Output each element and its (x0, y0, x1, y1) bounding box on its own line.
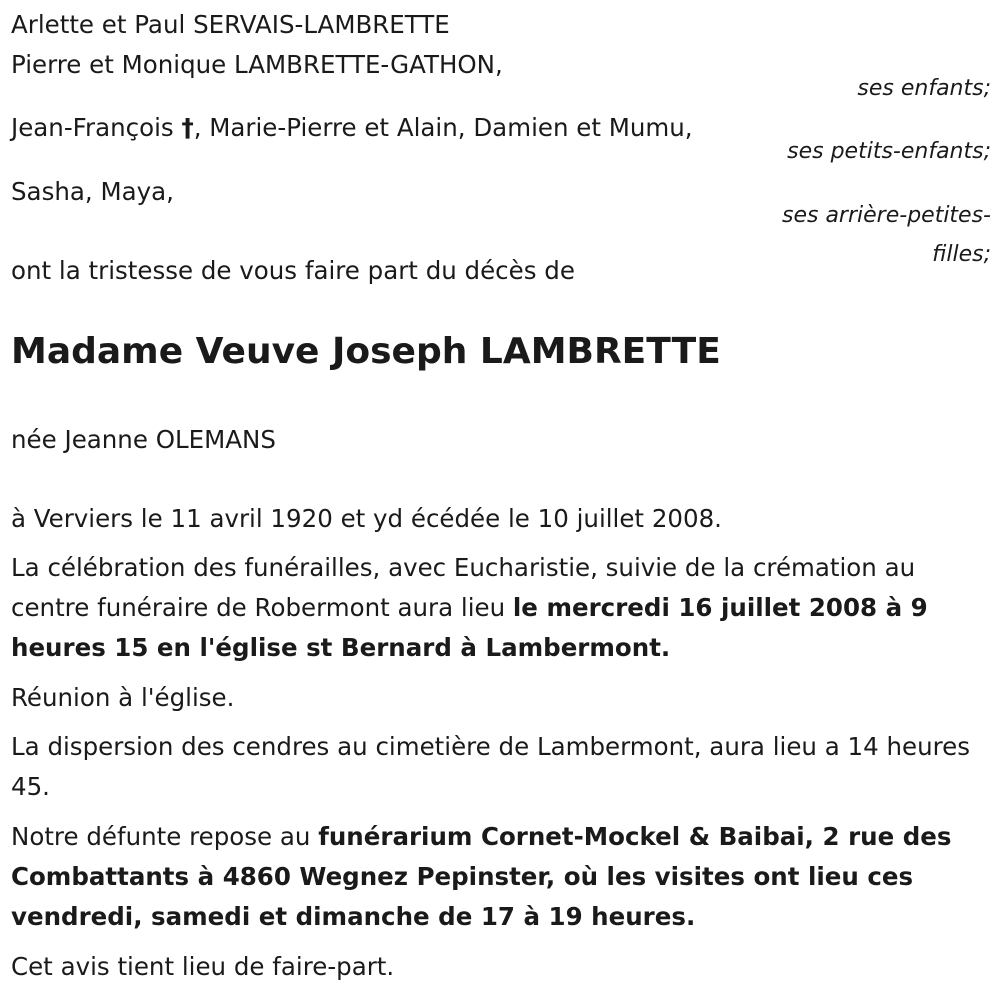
grandchild-name: Jean-François (11, 113, 182, 142)
funerarium-details: funérarium Cornet-Mockel & Baibai, 2 rue des Combattants à 4860 Wegnez Pepinster, où les visites ont lieu ces vendredi, samedi et dimanche de 17 à 19 heures. (11, 822, 952, 931)
dates-text: à Verviers le 11 avril 1920 et yd écédée le 10 juillet 2008. (11, 504, 722, 533)
intro-text: ont la tristesse de vous faire part du décès de (11, 256, 575, 285)
grandchildren-line (11, 108, 693, 148)
maiden-name: née Jeanne OLEMANS (11, 425, 276, 454)
children-line-2: Pierre et Monique LAMBRETTE-GATHON, (11, 50, 503, 79)
meeting-text: Réunion à l'église. (11, 683, 235, 712)
dispersion-text: La dispersion des cendres au cimetière de Lambermont, aura lieu a 14 heures 45. (11, 732, 970, 801)
cross-icon: † (181, 113, 194, 142)
deceased-name: Madame Veuve Joseph LAMBRETTE (11, 331, 721, 372)
great-grandchildren-line: Sasha, Maya, (11, 177, 174, 206)
closing-text: Cet avis tient lieu de faire-part. (11, 952, 395, 981)
celebration-text: La célébration des funérailles, avec Eucharistie, suivie de la crémation au centre funéraire de Robermont aura lieu (11, 553, 916, 622)
rest-paragraph (11, 817, 986, 937)
celebration-details: le mercredi 16 juillet 2008 à 9 heures 15 en l'église st Bernard à Lambermont. (11, 593, 928, 662)
children-line-1: Arlette et Paul SERVAIS-LAMBRETTE (11, 10, 450, 39)
great-grandchildren-relation-1: ses arrière-petites- (782, 203, 991, 228)
great-grandchildren-relation-2: filles; (932, 242, 991, 267)
grandchildren-names: , Marie-Pierre et Alain, Damien et Mumu, (193, 113, 693, 142)
celebration-paragraph (11, 548, 986, 668)
children-relation: ses enfants; (857, 76, 991, 101)
grandchildren-relation: ses petits-enfants; (787, 139, 991, 164)
rest-text: Notre défunte repose au (11, 822, 319, 851)
